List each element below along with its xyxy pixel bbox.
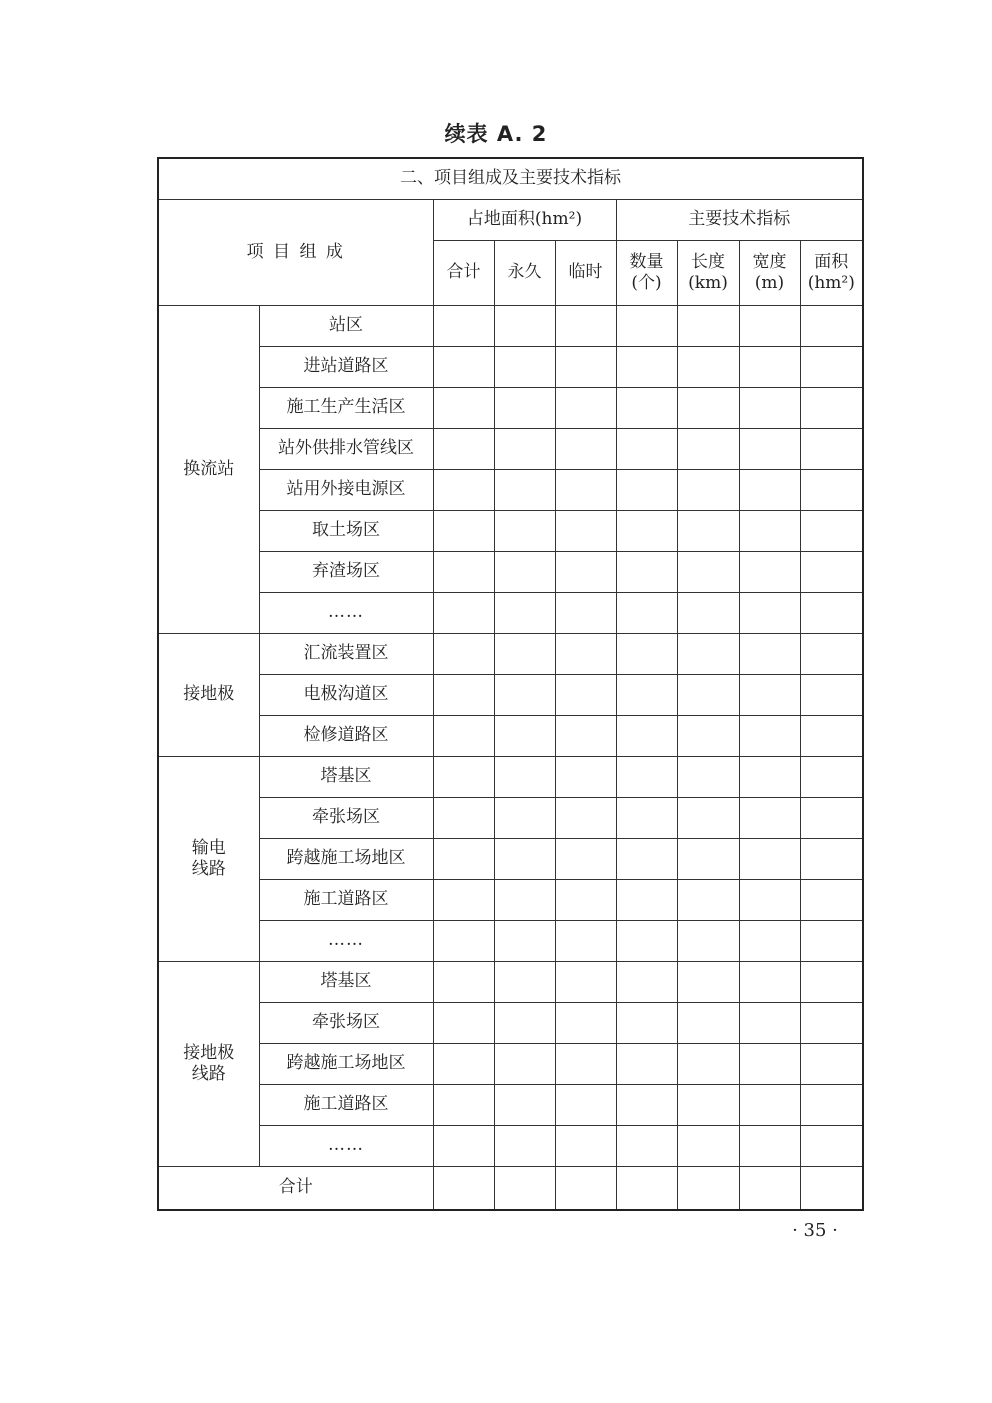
value-cell[interactable] <box>555 880 616 921</box>
value-cell[interactable] <box>739 675 800 716</box>
value-cell[interactable] <box>677 388 739 429</box>
value-cell[interactable] <box>800 388 863 429</box>
value-cell[interactable] <box>800 839 863 880</box>
value-cell[interactable] <box>677 716 739 757</box>
header-row-1 <box>158 200 863 241</box>
value-cell[interactable] <box>677 429 739 470</box>
value-cell[interactable] <box>616 429 677 470</box>
total-value-cell[interactable] <box>555 1167 616 1211</box>
item-name-cell: 塔基区 <box>259 757 433 798</box>
value-cell[interactable] <box>494 1126 555 1167</box>
value-cell[interactable] <box>677 962 739 1003</box>
table-row <box>158 880 863 921</box>
value-cell[interactable] <box>555 511 616 552</box>
value-cell[interactable] <box>555 306 616 347</box>
item-name-cell: 站用外接电源区 <box>259 470 433 511</box>
value-cell[interactable] <box>739 880 800 921</box>
value-cell[interactable] <box>494 1085 555 1126</box>
value-cell[interactable] <box>494 347 555 388</box>
value-cell[interactable] <box>494 429 555 470</box>
value-cell[interactable] <box>677 347 739 388</box>
value-cell[interactable] <box>555 429 616 470</box>
table-row <box>158 470 863 511</box>
value-cell[interactable] <box>739 511 800 552</box>
count-label: 数量 <box>629 251 664 272</box>
value-cell[interactable] <box>616 593 677 634</box>
value-cell[interactable] <box>739 593 800 634</box>
value-cell[interactable] <box>616 839 677 880</box>
value-cell[interactable] <box>494 839 555 880</box>
value-cell[interactable] <box>555 347 616 388</box>
component-header: 项 目 组 成 <box>158 200 433 306</box>
group-name-cell <box>158 634 259 757</box>
value-cell[interactable] <box>433 880 494 921</box>
tech-indicator-header: 主要技术指标 <box>616 200 863 241</box>
table-row <box>158 1044 863 1085</box>
item-name-cell: 站区 <box>259 306 433 347</box>
value-cell[interactable] <box>800 552 863 593</box>
group-name-cell <box>158 757 259 962</box>
value-cell[interactable] <box>433 757 494 798</box>
value-cell[interactable] <box>739 306 800 347</box>
value-cell[interactable] <box>739 1126 800 1167</box>
item-name-cell: 汇流装置区 <box>259 634 433 675</box>
value-cell[interactable] <box>739 839 800 880</box>
table-row <box>158 675 863 716</box>
value-cell[interactable] <box>677 552 739 593</box>
item-name-cell: …… <box>259 1126 433 1167</box>
value-cell[interactable] <box>739 798 800 839</box>
item-name-cell: 进站道路区 <box>259 347 433 388</box>
value-cell[interactable] <box>739 388 800 429</box>
value-cell[interactable] <box>494 675 555 716</box>
table-row <box>158 1003 863 1044</box>
width-label: 宽度 <box>752 251 787 272</box>
value-cell[interactable] <box>494 1044 555 1085</box>
item-name-cell: …… <box>259 921 433 962</box>
table-row <box>158 552 863 593</box>
total-value-cell[interactable] <box>739 1167 800 1211</box>
value-cell[interactable] <box>677 634 739 675</box>
item-name-cell: 跨越施工场地区 <box>259 1044 433 1085</box>
value-cell[interactable] <box>800 716 863 757</box>
table-row <box>158 429 863 470</box>
value-cell[interactable] <box>555 1044 616 1085</box>
group-name-line: 换流站 <box>183 458 235 479</box>
value-cell[interactable] <box>494 1003 555 1044</box>
value-cell[interactable] <box>739 1003 800 1044</box>
value-cell[interactable] <box>739 757 800 798</box>
table-row <box>158 634 863 675</box>
value-cell[interactable] <box>494 757 555 798</box>
total-value-cell[interactable] <box>494 1167 555 1211</box>
page-number: · 35 · <box>792 1220 838 1241</box>
table-row <box>158 1126 863 1167</box>
value-cell[interactable] <box>555 388 616 429</box>
item-name-cell: 牵张场区 <box>259 798 433 839</box>
value-cell[interactable] <box>616 552 677 593</box>
value-cell[interactable] <box>739 470 800 511</box>
value-cell[interactable] <box>555 552 616 593</box>
value-cell[interactable] <box>800 880 863 921</box>
value-cell[interactable] <box>555 757 616 798</box>
table-row <box>158 347 863 388</box>
item-name-cell: 牵张场区 <box>259 1003 433 1044</box>
area-unit: (hm²) <box>807 273 855 293</box>
value-cell[interactable] <box>433 1085 494 1126</box>
value-cell[interactable] <box>494 962 555 1003</box>
table-row <box>158 306 863 347</box>
value-cell[interactable] <box>677 675 739 716</box>
value-cell[interactable] <box>494 798 555 839</box>
value-cell[interactable] <box>616 347 677 388</box>
value-cell[interactable] <box>616 511 677 552</box>
group-name-line: 输电 <box>191 837 226 858</box>
value-cell[interactable] <box>677 470 739 511</box>
total-value-cell[interactable] <box>616 1167 677 1211</box>
value-cell[interactable] <box>677 593 739 634</box>
value-cell[interactable] <box>616 1003 677 1044</box>
value-cell[interactable] <box>800 1044 863 1085</box>
value-cell[interactable] <box>555 593 616 634</box>
item-name-cell: …… <box>259 593 433 634</box>
value-cell[interactable] <box>739 552 800 593</box>
item-name-cell: 施工道路区 <box>259 1085 433 1126</box>
value-cell[interactable] <box>800 1085 863 1126</box>
table-title: 续表 A. 2 <box>444 122 548 146</box>
item-name-cell: 弃渣场区 <box>259 552 433 593</box>
value-cell[interactable] <box>800 675 863 716</box>
value-cell[interactable] <box>739 634 800 675</box>
value-cell[interactable] <box>616 921 677 962</box>
value-cell[interactable] <box>433 470 494 511</box>
count-unit: (个) <box>631 273 662 293</box>
item-name-cell: 取土场区 <box>259 511 433 552</box>
value-cell[interactable] <box>677 1044 739 1085</box>
value-cell[interactable] <box>739 716 800 757</box>
area-header <box>800 241 863 306</box>
value-cell[interactable] <box>494 306 555 347</box>
value-cell[interactable] <box>433 593 494 634</box>
value-cell[interactable] <box>433 1044 494 1085</box>
table-row <box>158 1085 863 1126</box>
value-cell[interactable] <box>739 921 800 962</box>
value-cell[interactable] <box>677 839 739 880</box>
value-cell[interactable] <box>616 798 677 839</box>
total-value-cell[interactable] <box>677 1167 739 1211</box>
table-row <box>158 716 863 757</box>
item-name-cell: 施工生产生活区 <box>259 388 433 429</box>
table-row <box>158 593 863 634</box>
length-label: 长度 <box>691 251 725 272</box>
value-cell[interactable] <box>494 470 555 511</box>
value-cell[interactable] <box>616 962 677 1003</box>
width-unit: (m) <box>754 273 785 293</box>
value-cell[interactable] <box>555 1126 616 1167</box>
value-cell[interactable] <box>433 634 494 675</box>
area-label: 面积 <box>814 251 849 272</box>
value-cell[interactable] <box>555 634 616 675</box>
value-cell[interactable] <box>800 798 863 839</box>
value-cell[interactable] <box>494 716 555 757</box>
item-name-cell: 塔基区 <box>259 962 433 1003</box>
value-cell[interactable] <box>433 552 494 593</box>
value-cell[interactable] <box>616 1044 677 1085</box>
value-cell[interactable] <box>494 880 555 921</box>
value-cell[interactable] <box>433 347 494 388</box>
value-cell[interactable] <box>739 962 800 1003</box>
value-cell[interactable] <box>800 470 863 511</box>
value-cell[interactable] <box>677 511 739 552</box>
value-cell[interactable] <box>494 511 555 552</box>
value-cell[interactable] <box>555 839 616 880</box>
value-cell[interactable] <box>433 511 494 552</box>
permanent-area-header: 永久 <box>494 241 555 306</box>
item-name-cell: 施工道路区 <box>259 880 433 921</box>
total-value-cell[interactable] <box>433 1167 494 1211</box>
total-row <box>158 1167 863 1211</box>
value-cell[interactable] <box>616 716 677 757</box>
value-cell[interactable] <box>433 839 494 880</box>
value-cell[interactable] <box>433 306 494 347</box>
value-cell[interactable] <box>800 962 863 1003</box>
table-row <box>158 962 863 1003</box>
group-name-cell <box>158 962 259 1167</box>
value-cell[interactable] <box>739 1085 800 1126</box>
value-cell[interactable] <box>800 1003 863 1044</box>
value-cell[interactable] <box>616 880 677 921</box>
group-name-line: 接地极 <box>183 1042 235 1063</box>
group-name-line: 接地极 <box>183 684 235 705</box>
value-cell[interactable] <box>433 388 494 429</box>
value-cell[interactable] <box>555 921 616 962</box>
value-cell[interactable] <box>555 1085 616 1126</box>
count-header <box>616 241 677 306</box>
table-row <box>158 511 863 552</box>
value-cell[interactable] <box>800 921 863 962</box>
value-cell[interactable] <box>433 1003 494 1044</box>
value-cell[interactable] <box>494 634 555 675</box>
value-cell[interactable] <box>800 347 863 388</box>
item-name-cell: 跨越施工场地区 <box>259 839 433 880</box>
length-unit: (km) <box>688 273 728 293</box>
value-cell[interactable] <box>739 1044 800 1085</box>
value-cell[interactable] <box>555 675 616 716</box>
value-cell[interactable] <box>800 306 863 347</box>
width-header <box>739 241 800 306</box>
value-cell[interactable] <box>616 470 677 511</box>
value-cell[interactable] <box>616 634 677 675</box>
value-cell[interactable] <box>433 429 494 470</box>
value-cell[interactable] <box>433 798 494 839</box>
value-cell[interactable] <box>677 880 739 921</box>
value-cell[interactable] <box>677 306 739 347</box>
project-composition-table <box>157 157 864 1211</box>
value-cell[interactable] <box>616 388 677 429</box>
value-cell[interactable] <box>677 798 739 839</box>
section-header-row <box>158 158 863 200</box>
value-cell[interactable] <box>494 388 555 429</box>
value-cell[interactable] <box>677 1003 739 1044</box>
table-row <box>158 388 863 429</box>
value-cell[interactable] <box>616 675 677 716</box>
value-cell[interactable] <box>494 921 555 962</box>
value-cell[interactable] <box>677 1126 739 1167</box>
value-cell[interactable] <box>494 552 555 593</box>
value-cell[interactable] <box>555 1003 616 1044</box>
table-row <box>158 839 863 880</box>
table-row <box>158 798 863 839</box>
total-value-cell[interactable] <box>800 1167 863 1211</box>
value-cell[interactable] <box>555 470 616 511</box>
value-cell[interactable] <box>800 1126 863 1167</box>
value-cell[interactable] <box>616 1126 677 1167</box>
land-area-header: 占地面积(hm²) <box>433 200 616 241</box>
value-cell[interactable] <box>616 1085 677 1126</box>
value-cell[interactable] <box>555 716 616 757</box>
value-cell[interactable] <box>433 675 494 716</box>
item-name-cell: 站外供排水管线区 <box>259 429 433 470</box>
table-row <box>158 921 863 962</box>
group-name-line: 线路 <box>191 859 226 879</box>
value-cell[interactable] <box>494 593 555 634</box>
total-area-header: 合计 <box>433 241 494 306</box>
section-header: 二、项目组成及主要技术指标 <box>158 158 863 200</box>
temporary-area-header: 临时 <box>555 241 616 306</box>
value-cell[interactable] <box>739 429 800 470</box>
group-name-line: 线路 <box>191 1064 226 1084</box>
value-cell[interactable] <box>800 593 863 634</box>
value-cell[interactable] <box>433 1126 494 1167</box>
value-cell[interactable] <box>800 757 863 798</box>
value-cell[interactable] <box>677 757 739 798</box>
value-cell[interactable] <box>616 757 677 798</box>
value-cell[interactable] <box>800 429 863 470</box>
value-cell[interactable] <box>433 962 494 1003</box>
total-row-label: 合计 <box>158 1167 433 1211</box>
value-cell[interactable] <box>433 921 494 962</box>
item-name-cell: 电极沟道区 <box>259 675 433 716</box>
value-cell[interactable] <box>616 306 677 347</box>
table-row <box>158 757 863 798</box>
value-cell[interactable] <box>555 962 616 1003</box>
value-cell[interactable] <box>800 511 863 552</box>
value-cell[interactable] <box>800 634 863 675</box>
value-cell[interactable] <box>433 716 494 757</box>
value-cell[interactable] <box>555 798 616 839</box>
value-cell[interactable] <box>677 921 739 962</box>
group-name-cell <box>158 306 259 634</box>
length-header <box>677 241 739 306</box>
value-cell[interactable] <box>739 347 800 388</box>
value-cell[interactable] <box>677 1085 739 1126</box>
item-name-cell: 检修道路区 <box>259 716 433 757</box>
